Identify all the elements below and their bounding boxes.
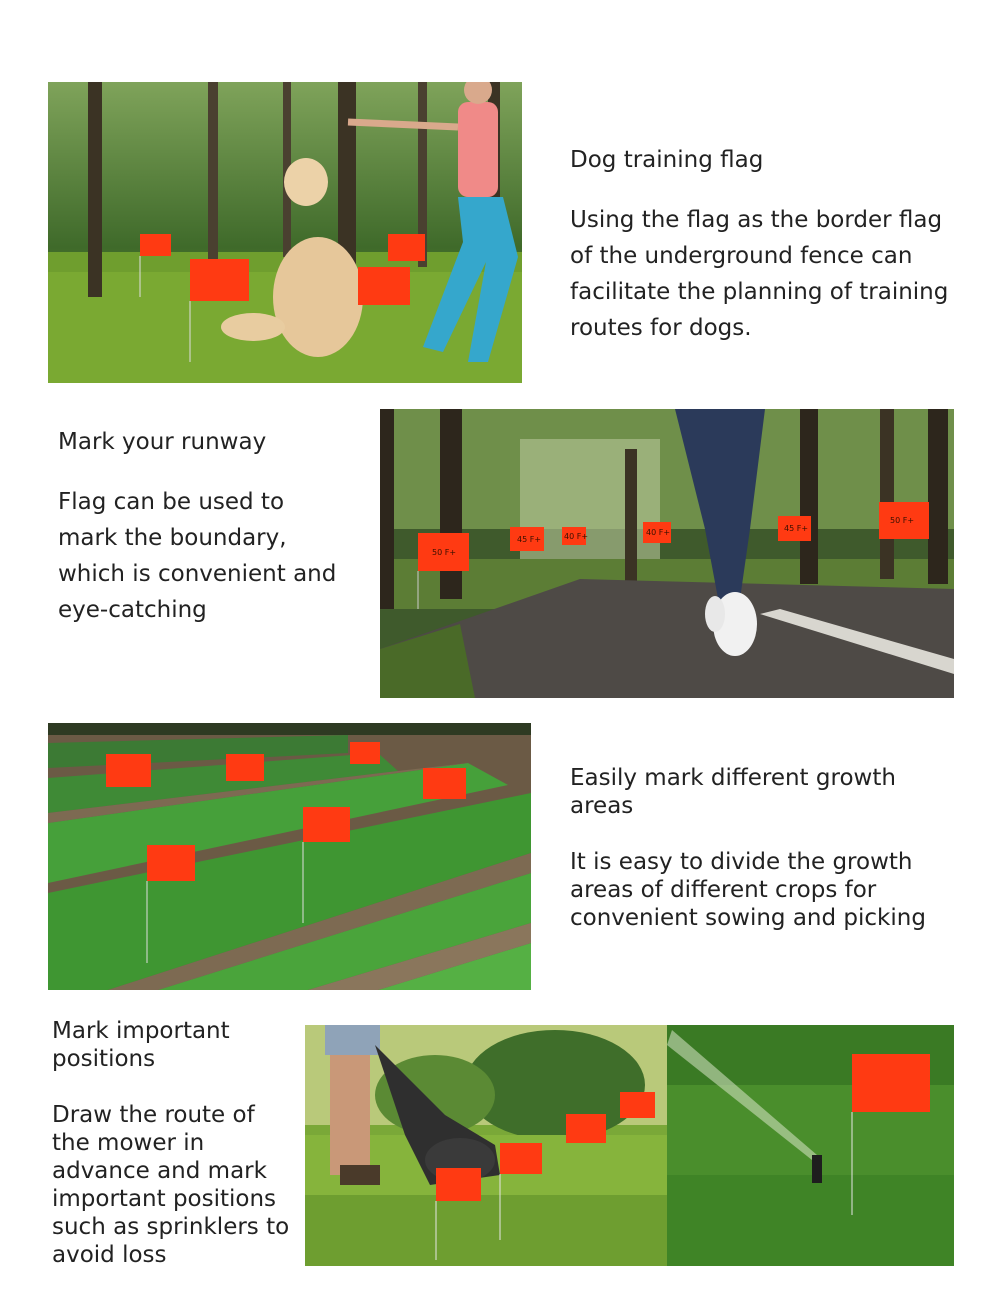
dog-training-title: Dog training flag bbox=[570, 147, 764, 173]
runway-flag-label: 40 F+ bbox=[564, 532, 589, 541]
runway-title: Mark your runway bbox=[58, 429, 267, 455]
crop-field-photo bbox=[48, 723, 531, 990]
dog-training-body: Using the flag as the border flag of the underground fence can facilitate the planning of training routes for dogs. bbox=[570, 207, 949, 341]
runway-flag-label: 45 F+ bbox=[784, 524, 809, 533]
crop-field-body: It is easy to divide the growth areas of different crops for convenient sowing and picking bbox=[570, 849, 926, 931]
crop-field-text bbox=[570, 764, 950, 932]
dog-training-photo bbox=[48, 82, 522, 383]
runway-flag-label: 50 F+ bbox=[890, 516, 915, 525]
runway-flag-label: 45 F+ bbox=[517, 535, 542, 544]
runway-text bbox=[58, 428, 348, 628]
dog-training-text bbox=[570, 146, 950, 346]
sprinkler-photo bbox=[667, 1025, 954, 1266]
runway-body: Flag can be used to mark the boundary, which is convenient and eye-catching bbox=[58, 489, 337, 623]
mower-body: Draw the route of the mower in advance and mark important positions such as sprinklers to avoid loss bbox=[52, 1102, 290, 1268]
runway-flag-label: 40 F+ bbox=[646, 528, 671, 537]
lawn-mower-photo bbox=[305, 1025, 667, 1266]
runway-flag-label: 50 F+ bbox=[432, 548, 457, 557]
crop-field-title: Easily mark different growth areas bbox=[570, 765, 896, 819]
mower-text bbox=[52, 1017, 297, 1269]
mower-title: Mark important positions bbox=[52, 1018, 230, 1072]
runway-photo bbox=[380, 409, 954, 698]
